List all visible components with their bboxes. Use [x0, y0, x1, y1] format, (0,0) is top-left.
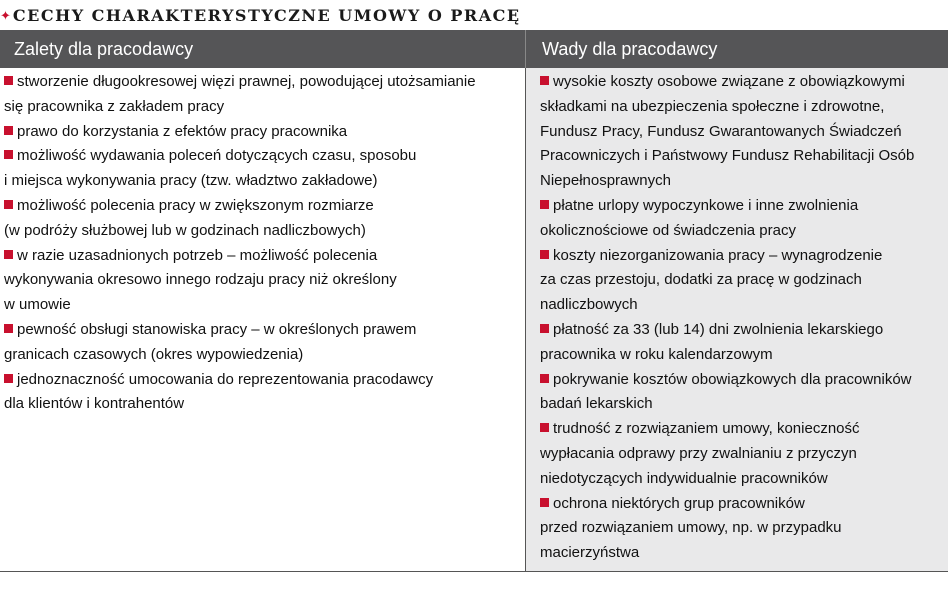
- advantage-item-text: się pracownika z zakładem pracy: [4, 97, 225, 115]
- advantage-item-text: możliwość wydawania poleceń dotyczących czasu, sposobu: [17, 147, 417, 165]
- header-advantages: Zalety dla pracodawcy: [0, 30, 526, 68]
- header-disadvantages: Wady dla pracodawcy: [542, 38, 718, 59]
- advantage-item-text: w umowie: [4, 296, 71, 314]
- disadvantage-item-line: [540, 219, 942, 244]
- disadvantages-column: [526, 68, 948, 571]
- advantage-item-text: możliwość polecenia pracy w zwiększonym rozmiarze: [17, 196, 374, 214]
- disadvantage-item-text: badań lekarskich: [540, 395, 653, 413]
- red-square-bullet-icon: [4, 324, 13, 333]
- advantage-item-line: [4, 194, 519, 219]
- red-square-bullet-icon: [540, 324, 549, 333]
- disadvantage-item: [540, 318, 942, 368]
- disadvantage-item-line: [540, 144, 942, 169]
- disadvantage-item-text: nadliczbowych: [540, 296, 638, 314]
- red-square-bullet-icon: [4, 250, 13, 259]
- advantage-item-line: [4, 392, 519, 417]
- disadvantage-item-text: Pracowniczych i Państwowy Fundusz Rehabilitacji Osób: [540, 147, 915, 165]
- disadvantage-item: [540, 244, 942, 318]
- advantage-item: [4, 194, 519, 244]
- red-square-bullet-icon: [540, 76, 549, 85]
- advantage-item-text: pewność obsługi stanowiska pracy – w określonych prawem: [17, 320, 417, 338]
- advantage-item-line: [4, 368, 519, 393]
- disadvantage-item-text: niedotyczących indywidualnie pracowników: [540, 469, 828, 487]
- advantage-item: [4, 144, 519, 194]
- advantage-item-line: [4, 268, 519, 293]
- disadvantage-item-text: składkami na ubezpieczenia społeczne i zdrowotne,: [540, 97, 885, 115]
- advantage-item-line: [4, 95, 519, 120]
- disadvantage-item-text: wypłacania odprawy przy zwalnianiu z przyczyn: [540, 444, 857, 462]
- advantage-item-text: stworzenie długookresowej więzi prawnej, powodującej utożsamianie: [17, 73, 476, 90]
- disadvantage-item-text: ochrona niektórych grup pracowników: [553, 494, 805, 512]
- disadvantage-item-text: macierzyństwa: [540, 544, 640, 562]
- disadvantage-item-line: [540, 417, 942, 442]
- disadvantage-item-line: [540, 95, 942, 120]
- advantage-item-line: [4, 293, 519, 318]
- red-square-bullet-icon: [540, 423, 549, 432]
- disadvantage-item: [540, 368, 942, 418]
- disadvantage-item-text: wysokie koszty osobowe związane z obowiązkowymi: [553, 73, 905, 90]
- disadvantage-item-text: pracownika w roku kalendarzowym: [540, 345, 773, 363]
- disadvantage-item-text: Niepełnosprawnych: [540, 172, 671, 190]
- disadvantage-item-text: Fundusz Pracy, Fundusz Gwarantowanych Świadczeń: [540, 122, 902, 140]
- advantage-item-line: [4, 219, 519, 244]
- advantage-item-line: [4, 343, 519, 368]
- disadvantage-item-line: [540, 169, 942, 194]
- page-title: CECHY CHARAKTERYSTYCZNE UMOWY O PRACĘ: [12, 5, 521, 25]
- advantage-item-line: [4, 244, 519, 269]
- advantage-item-line: [4, 318, 519, 343]
- title-row: [0, 0, 948, 30]
- disadvantage-item: [540, 417, 942, 491]
- advantage-item-line: [4, 169, 519, 194]
- disadvantage-item-line: [540, 467, 942, 492]
- disadvantage-item-line: [540, 516, 942, 541]
- disadvantage-item-text: trudność z rozwiązaniem umowy, konieczność: [553, 420, 860, 438]
- advantage-item-text: wykonywania okresowo innego rodzaju pracy niż określony: [4, 271, 397, 289]
- disadvantage-item-text: okolicznościowe od świadczenia pracy: [540, 221, 796, 239]
- red-square-bullet-icon: [4, 76, 13, 85]
- disadvantage-item-text: koszty niezorganizowania pracy – wynagrodzenie: [553, 246, 883, 264]
- red-square-bullet-icon: [4, 150, 13, 159]
- disadvantage-item-line: [540, 318, 942, 343]
- disadvantage-item-line: [540, 368, 942, 393]
- advantage-item-line: [4, 70, 519, 95]
- advantage-item-text: jednoznaczność umocowania do reprezentowania pracodawcy: [17, 370, 434, 388]
- advantage-item-line: [4, 120, 519, 145]
- red-square-bullet-icon: [4, 126, 13, 135]
- red-square-bullet-icon: [540, 374, 549, 383]
- advantage-item-text: w razie uzasadnionych potrzeb – możliwość polecenia: [17, 246, 378, 264]
- advantage-item: [4, 318, 519, 368]
- disadvantage-item-line: [540, 492, 942, 517]
- disadvantage-item-text: przed rozwiązaniem umowy, np. w przypadku: [540, 519, 842, 537]
- red-square-bullet-icon: [540, 250, 549, 259]
- advantages-column: [0, 68, 526, 571]
- disadvantage-item-line: [540, 442, 942, 467]
- advantage-item: [4, 70, 519, 120]
- advantage-item: [4, 120, 519, 145]
- disadvantage-item-text: za czas przestoju, dodatki za pracę w godzinach: [540, 271, 862, 289]
- disadvantage-item-line: [540, 194, 942, 219]
- comparison-table: [0, 30, 948, 572]
- disadvantage-item-line: [540, 541, 942, 566]
- red-square-bullet-icon: [540, 498, 549, 507]
- disadvantage-item-line: [540, 268, 942, 293]
- advantage-item-text: prawo do korzystania z efektów pracy pracownika: [17, 122, 348, 140]
- disadvantage-item-line: [540, 70, 942, 95]
- disadvantage-item-line: [540, 343, 942, 368]
- advantage-item-text: (w podróży służbowej lub w godzinach nadliczbowych): [4, 221, 366, 239]
- advantage-item-line: [4, 144, 519, 169]
- disadvantage-item: [540, 492, 942, 566]
- disadvantage-item-line: [540, 392, 942, 417]
- red-square-bullet-icon: [4, 200, 13, 209]
- red-square-bullet-icon: [4, 374, 13, 383]
- disadvantage-item-text: płatne urlopy wypoczynkowe i inne zwolnienia: [553, 196, 859, 214]
- disadvantage-item-line: [540, 293, 942, 318]
- diamond-bullet-icon: ✦: [0, 7, 11, 23]
- disadvantage-item-text: pokrywanie kosztów obowiązkowych dla pracowników: [553, 370, 912, 388]
- disadvantage-item-line: [540, 120, 942, 145]
- advantage-item: [4, 368, 519, 418]
- table-header: [0, 30, 948, 68]
- table-body: [0, 68, 948, 571]
- disadvantage-item: [540, 194, 942, 244]
- advantage-item-text: i miejsca wykonywania pracy (tzw. władztwo zakładowe): [4, 172, 378, 190]
- disadvantage-item-line: [540, 244, 942, 269]
- disadvantage-item-text: płatność za 33 (lub 14) dni zwolnienia lekarskiego: [553, 320, 884, 338]
- red-square-bullet-icon: [540, 200, 549, 209]
- advantage-item: [4, 244, 519, 318]
- advantage-item-text: dla klientów i kontrahentów: [4, 395, 185, 413]
- advantage-item-text: granicach czasowych (okres wypowiedzenia): [4, 345, 304, 363]
- disadvantage-item: [540, 70, 942, 194]
